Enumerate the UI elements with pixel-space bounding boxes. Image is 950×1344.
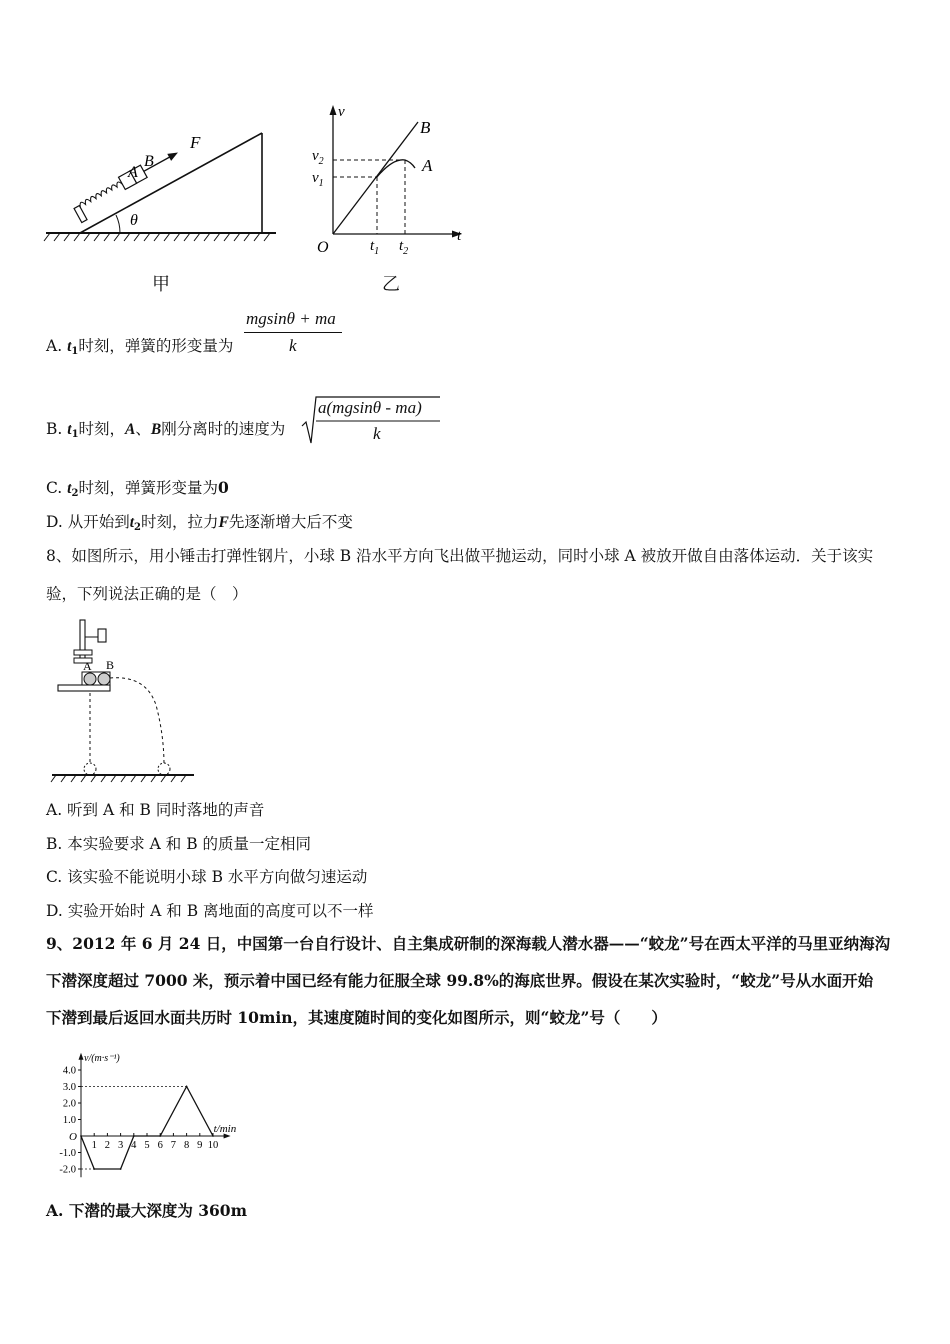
- t1-label: t: [370, 238, 375, 254]
- q8-option-b[interactable]: B. 本实验要求 A 和 B 的质量一定相同: [46, 835, 312, 853]
- v2-label: v: [312, 148, 319, 164]
- axis-v-label: v: [338, 104, 345, 120]
- figure-yi-vt-graph: [305, 100, 475, 260]
- q7-a-fraction-bar: [244, 332, 342, 333]
- q7-option-d[interactable]: D. 从开始到$t_2$时刻，拉力F先逐渐增大后不变: [46, 513, 353, 533]
- y-axis-arrow: [79, 1053, 84, 1060]
- axis-t-label: t: [457, 228, 462, 244]
- series-line: [81, 1087, 213, 1170]
- y-tick-label: -1.0: [59, 1148, 76, 1159]
- y-tick-label: 4.0: [62, 1065, 76, 1077]
- q8-option-a[interactable]: A. 听到 A 和 B 同时落地的声音: [46, 801, 265, 819]
- x-tick-label: 7: [170, 1140, 177, 1151]
- label-theta: θ: [130, 212, 138, 229]
- data-point: [133, 1135, 135, 1137]
- x-tick-label: 3: [117, 1140, 124, 1151]
- x-tick-label: 2: [104, 1140, 111, 1151]
- data-point: [80, 1135, 82, 1137]
- figure-jia-incline: [40, 120, 280, 250]
- data-point: [120, 1168, 122, 1170]
- curve-A-label: A: [422, 156, 433, 175]
- y-tick-label: -2.0: [59, 1164, 76, 1176]
- data-point: [93, 1168, 95, 1170]
- origin-label: O: [69, 1131, 77, 1143]
- t2-sub: 2: [403, 246, 409, 257]
- v1-label: v: [312, 170, 319, 186]
- x-tick-label: 6: [157, 1140, 163, 1151]
- data-point: [159, 1135, 161, 1137]
- x-tick-label: 4: [131, 1140, 137, 1151]
- ball-A-label: A: [83, 659, 92, 673]
- q8-stem-line2: 验，下列说法正确的是（ ）: [46, 585, 248, 603]
- y-axis-label: v/(m·s⁻¹): [84, 1052, 120, 1064]
- svg-text:v1: [312, 170, 324, 189]
- q8-stem-line1: 8、如图所示，用小锤击打弹性钢片，小球 B 沿水平方向飞出做平抛运动，同时小球 A 被放开做自由落体运动．关于该实: [46, 547, 874, 565]
- svg-text:t1: [370, 238, 379, 257]
- t1-sub: 1: [374, 246, 380, 257]
- data-point: [186, 1086, 188, 1088]
- origin-label: O: [317, 239, 329, 256]
- v1-sub: 1: [318, 178, 324, 189]
- x-tick-label: 9: [197, 1140, 203, 1151]
- q7-option-b[interactable]: B. $t_1$时刻，A、B刚分离时的速度为: [46, 420, 286, 440]
- caption-jia: 甲: [152, 274, 170, 295]
- q9-stem-line3: 下潜到最后返回水面共历时 10min，其速度随时间的变化如图所示，则“蛟龙”号（ ）: [46, 1008, 667, 1027]
- q7-b-numerator: a(mgsinθ - ma): [318, 398, 422, 417]
- y-tick-label: 1.0: [62, 1115, 76, 1126]
- q8-option-d[interactable]: D. 实验开始时 A 和 B 离地面的高度可以不一样: [46, 902, 374, 920]
- x-tick-label: 5: [144, 1140, 150, 1151]
- q9-stem-line1: 9、2012 年 6 月 24 日，中国第一台自行设计、自主集成研制的深海载人潜水器——“蛟龙”号在西太平洋的马里亚纳海沟: [46, 934, 891, 953]
- q7-option-a[interactable]: A. $t_1$时刻，弹簧的形变量为: [46, 337, 234, 357]
- q9-vt-chart: [46, 1040, 256, 1180]
- v2-sub: 2: [318, 156, 324, 167]
- q7-a-numerator: mgsinθ + ma: [246, 309, 336, 328]
- svg-text:t2: [399, 238, 408, 257]
- q7-b-denominator: k: [373, 424, 381, 443]
- label-F: F: [190, 133, 201, 152]
- q9-stem-line2: 下潜深度超过 7000 米，预示着中国已经有能力征服全球 99.8%的海底世界。假设在某次实验时，“蛟龙”号从水面开始: [46, 971, 874, 990]
- y-tick-label: 3.0: [62, 1082, 76, 1093]
- q7-a-denominator: k: [289, 336, 297, 355]
- data-point: [212, 1135, 214, 1137]
- q8-option-c[interactable]: C. 该实验不能说明小球 B 水平方向做匀速运动: [46, 868, 368, 886]
- x-tick-label: 1: [91, 1140, 97, 1151]
- svg-text:v2: [312, 148, 324, 167]
- ball-B-label: B: [106, 658, 115, 672]
- q7-option-c[interactable]: C. $t_2$时刻，弹簧形变量为0: [46, 478, 229, 499]
- x-axis-label: t/min: [213, 1123, 237, 1135]
- line-B-label: B: [420, 118, 431, 137]
- caption-yi: 乙: [382, 274, 400, 295]
- label-B: B: [144, 153, 154, 170]
- t2-label: t: [399, 238, 404, 254]
- label-A: A: [128, 164, 138, 181]
- figure-q8-apparatus: [46, 615, 201, 790]
- x-tick-label: 8: [183, 1140, 190, 1151]
- x-tick-label: 10: [207, 1140, 219, 1151]
- y-tick-label: 2.0: [62, 1098, 76, 1110]
- q9-option-a[interactable]: A. 下潜的最大深度为 360m: [46, 1201, 247, 1220]
